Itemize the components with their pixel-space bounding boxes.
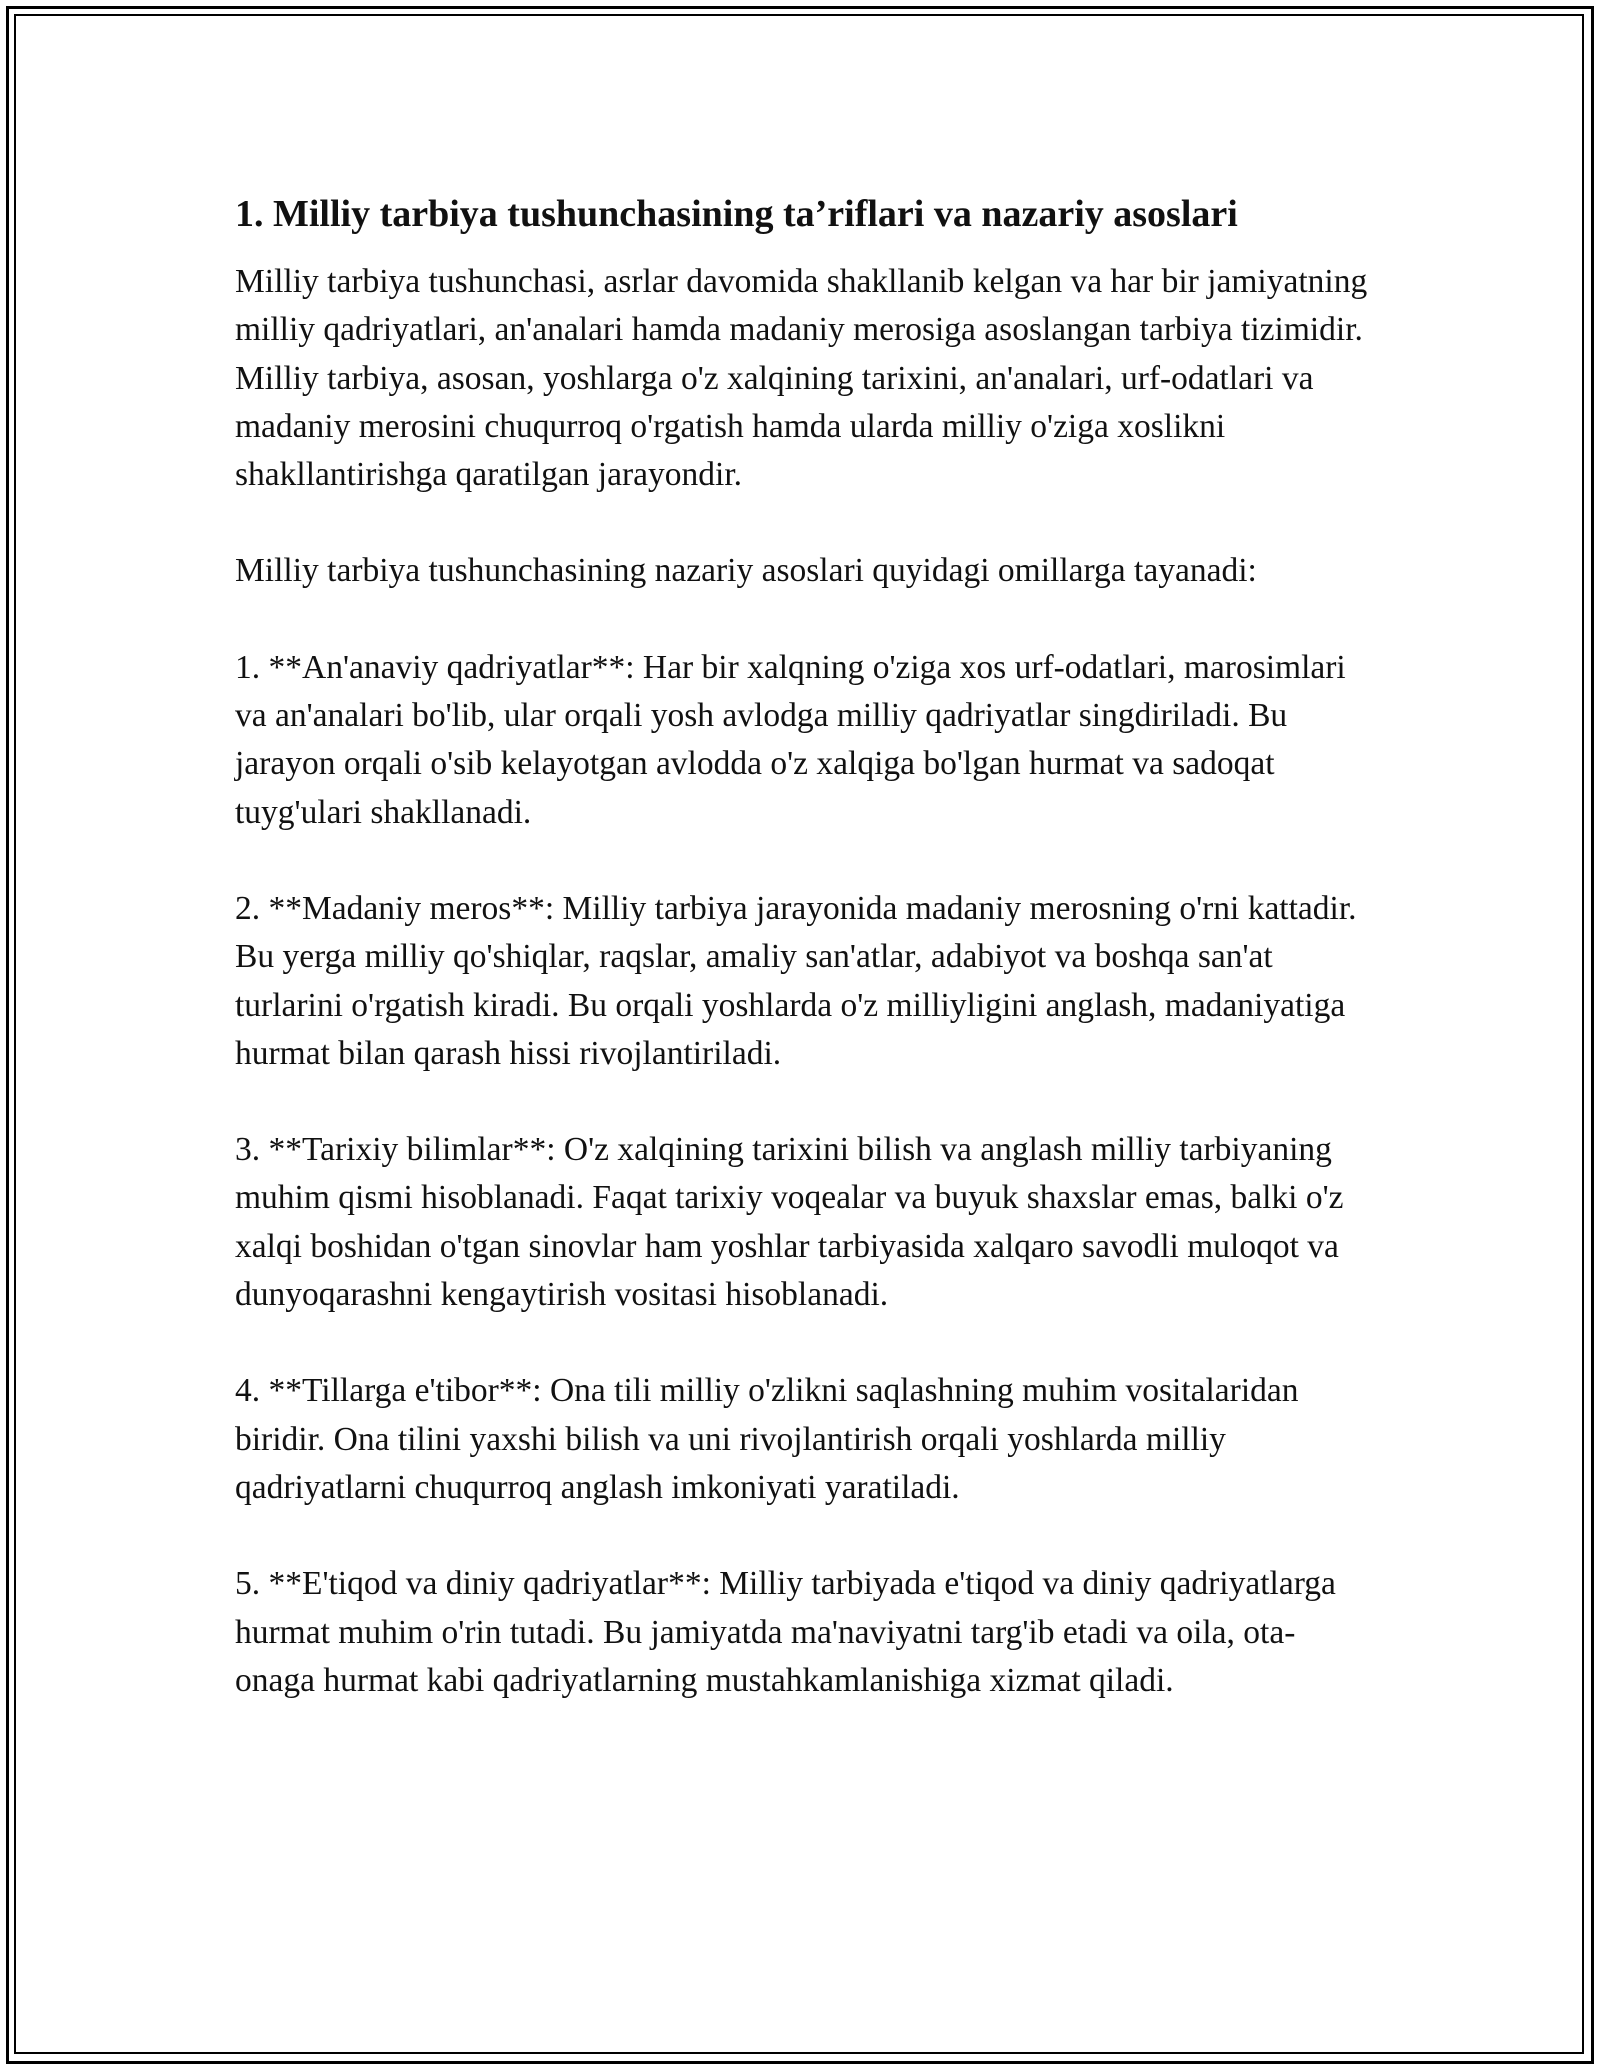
list-item-languages: 4. **Tillarga e'tibor**: Ona tili milliy o'zlikni saqlashning muhim vositalaridan biridir. Ona tilini yaxshi bilish va uni rivojlantirish orqali yoshlarda milliy qadriyatlarni chuqurroq anglash imkoniyati yaratiladi. <box>235 1372 1299 1506</box>
intro-paragraph: Milliy tarbiya tushunchasi, asrlar davomida shakllanib kelgan va har bir jamiyatning milliy qadriyatlari, an'analari hamda madaniy merosiga asoslangan tarbiya tizimidir. Milliy tarbiya, asosan, yoshlarga o'z xalqining tarixini, an'analari, urf-odatlari va madaniy merosini chuqurroq o'rgatish hamda ularda milliy o'ziga xoslikni shakllantirishga qaratilgan jarayondir. <box>235 263 1368 494</box>
document-body <box>235 188 1370 1705</box>
list-item-faith-religious-values: 5. **E'tiqod va diniy qadriyatlar**: Milliy tarbiyada e'tiqod va diniy qadriyatlarga hurmat muhim o'rin tutadi. Bu jamiyatda ma'naviyatni targ'ib etadi va oila, ota-onaga hurmat kabi qadriyatlarning mustahkamlanishiga xizmat qiladi. <box>235 1565 1336 1699</box>
section-heading: 1. Milliy tarbiya tushunchasining ta’riflari va nazariy asoslari <box>235 193 1238 235</box>
list-item-historical-knowledge: 3. **Tarixiy bilimlar**: O'z xalqining tarixini bilish va anglash milliy tarbiyaning muhim qismi hisoblanadi. Faqat tarixiy voqealar va buyuk shaxslar emas, balki o'z xalqi boshidan o'tgan sinovlar ham yoshlar tarbiyasida xalqaro savodli muloqot va dunyoqarashni kengaytirish vositasi hisoblanadi. <box>235 1131 1344 1314</box>
list-item-cultural-heritage: 2. **Madaniy meros**: Milliy tarbiya jarayonida madaniy merosning o'rni kattadir. Bu yerga milliy qo'shiqlar, raqslar, amaliy san'atlar, adabiyot va boshqa san'at turlarini o'rgatish kiradi. Bu orqali yoshlarda o'z milliyligini anglash, madaniyatiga hurmat bilan qarash hissi rivojlantiriladi. <box>235 889 1357 1072</box>
lead-in-paragraph: Milliy tarbiya tushunchasining nazariy asoslari quyidagi omillarga tayanadi: <box>235 552 1257 590</box>
list-item-traditional-values: 1. **An'anaviy qadriyatlar**: Har bir xalqning o'ziga xos urf-odatlari, marosimlari va an'analari bo'lib, ular orqali yosh avlodga milliy qadriyatlar singdiriladi. Bu jarayon orqali o'sib kelayotgan avlodda o'z xalqiga bo'lgan hurmat va sadoqat tuyg'ulari shakllanadi. <box>235 648 1346 831</box>
